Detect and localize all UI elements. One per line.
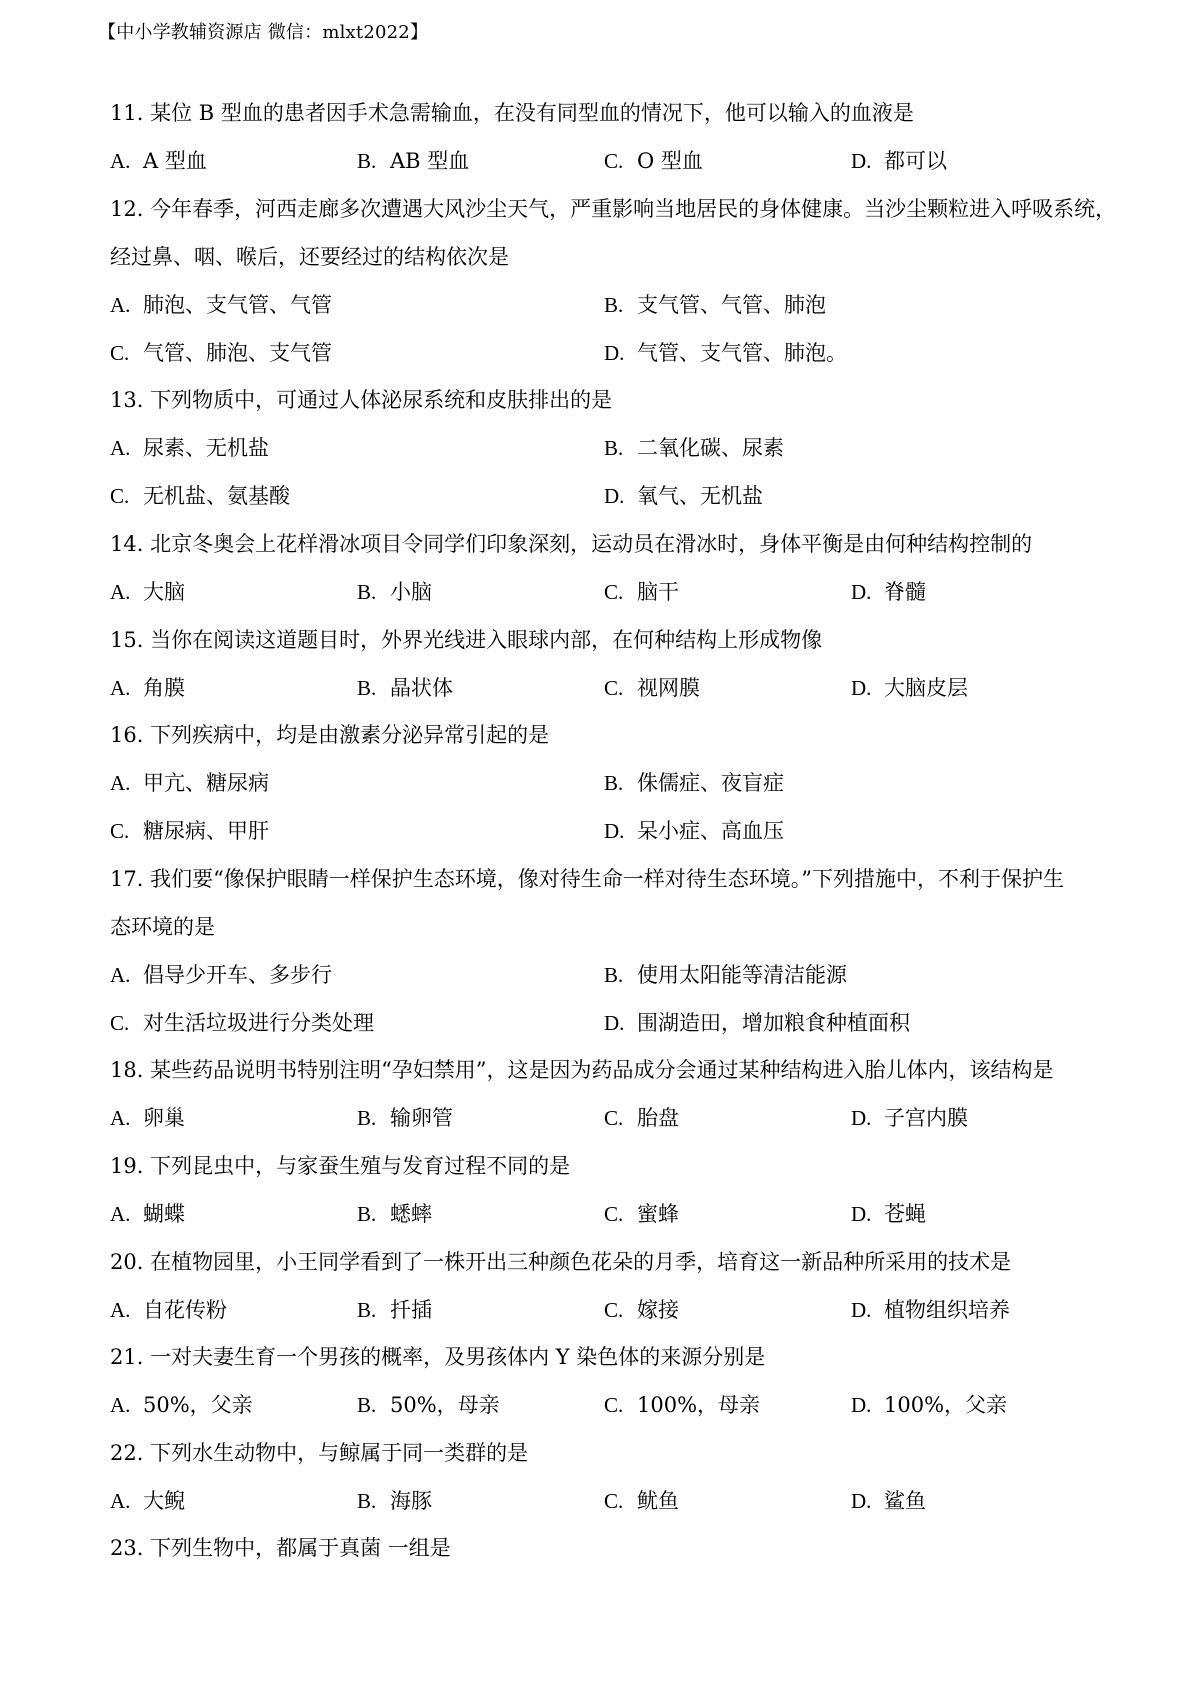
question-20-option-c — [604, 1295, 679, 1325]
option-label: B. — [357, 580, 377, 604]
question-14-option-d — [851, 577, 926, 607]
question-14-option-b — [357, 577, 432, 607]
option-label: B. — [357, 1393, 377, 1417]
question-23-stem: 23. 下列生物中，都属于真菌 一组是 — [110, 1536, 451, 1560]
question-13-option-a — [110, 433, 269, 463]
question-18-option-c — [604, 1103, 679, 1133]
option-label: A. — [110, 676, 131, 700]
option-label: B. — [357, 1202, 377, 1226]
question-21-option-b — [357, 1390, 500, 1420]
option-label: C. — [604, 149, 624, 173]
question-15-option-c — [604, 673, 700, 703]
option-text: 气管、支气管、肺泡。 — [637, 341, 847, 365]
option-text: 50%，母亲 — [390, 1393, 500, 1417]
question-11-option-d — [851, 146, 947, 176]
question-22-option-d — [851, 1486, 926, 1516]
option-text: 小脑 — [390, 580, 432, 604]
option-text: 蜜蜂 — [637, 1202, 679, 1226]
question-20-stem: 20. 在植物园里，小王同学看到了一株开出三种颜色花朵的月季，培育这一新品种所采用的技术是 — [110, 1250, 1012, 1274]
question-19-option-d — [851, 1199, 926, 1229]
question-19-option-a — [110, 1199, 185, 1229]
option-text: 倡导少开车、多步行 — [143, 963, 332, 987]
question-18-option-a — [110, 1103, 185, 1133]
option-label: D. — [851, 580, 872, 604]
question-17-option-a — [110, 960, 332, 990]
option-text: 扦插 — [390, 1298, 432, 1322]
option-text: 大脑 — [143, 580, 185, 604]
option-label: A. — [110, 149, 131, 173]
question-12-option-b — [604, 290, 826, 320]
option-label: C. — [604, 1106, 624, 1130]
option-label: C. — [110, 1011, 130, 1035]
option-text: 鲨鱼 — [884, 1489, 926, 1513]
option-text: 海豚 — [390, 1489, 432, 1513]
option-text: 大鲵 — [143, 1489, 185, 1513]
option-label: C. — [604, 580, 624, 604]
question-22-option-c — [604, 1486, 679, 1516]
question-16-option-b — [604, 768, 784, 798]
option-label: C. — [110, 819, 130, 843]
option-text: 蝴蝶 — [143, 1202, 185, 1226]
question-14-option-c — [604, 577, 679, 607]
option-text: 100%，父亲 — [884, 1393, 1008, 1417]
source-header: 【中小学教辅资源店 微信：mlxt2022】 — [98, 22, 429, 43]
question-21-option-d — [851, 1390, 1007, 1420]
option-label: B. — [604, 963, 624, 987]
option-label: C. — [110, 341, 130, 365]
option-text: 无机盐、氨基酸 — [143, 484, 290, 508]
question-15-stem: 15. 当你在阅读这道题目时，外界光线进入眼球内部，在何种结构上形成物像 — [110, 628, 823, 652]
option-text: 胎盘 — [637, 1106, 679, 1130]
question-19-option-b — [357, 1199, 432, 1229]
option-label: B. — [357, 1298, 377, 1322]
question-12-stem-line-1: 12. 今年春季，河西走廊多次遭遇大风沙尘天气，严重影响当地居民的身体健康。当沙尘颗粒进入呼吸系统， — [110, 197, 1117, 221]
option-text: A 型血 — [143, 149, 207, 173]
option-text: 都可以 — [884, 149, 947, 173]
question-14-option-a — [110, 577, 185, 607]
option-label: A. — [110, 293, 131, 317]
option-label: D. — [604, 341, 625, 365]
question-22-option-b — [357, 1486, 432, 1516]
question-11-option-b — [357, 146, 469, 176]
question-15-option-a — [110, 673, 185, 703]
option-text: 对生活垃圾进行分类处理 — [143, 1011, 374, 1035]
question-20-option-d — [851, 1295, 1010, 1325]
option-text: 糖尿病、甲肝 — [143, 819, 269, 843]
option-text: 输卵管 — [390, 1106, 453, 1130]
option-text: 使用太阳能等清洁能源 — [637, 963, 847, 987]
question-22-option-a — [110, 1486, 185, 1516]
option-label: D. — [851, 676, 872, 700]
option-label: C. — [604, 1202, 624, 1226]
option-text: 自花传粉 — [143, 1298, 227, 1322]
option-label: B. — [604, 293, 624, 317]
question-21-stem: 21. 一对夫妻生育一个男孩的概率，及男孩体内 Y 染色体的来源分别是 — [110, 1345, 766, 1369]
option-label: A. — [110, 436, 131, 460]
option-text: 角膜 — [143, 676, 185, 700]
option-text: AB 型血 — [390, 149, 470, 173]
option-label: A. — [110, 771, 131, 795]
option-text: 脑干 — [637, 580, 679, 604]
option-text: 围湖造田，增加粮食种植面积 — [637, 1011, 910, 1035]
question-11-option-a — [110, 146, 207, 176]
option-text: 鱿鱼 — [637, 1489, 679, 1513]
question-13-option-b — [604, 433, 784, 463]
option-text: 呆小症、高血压 — [637, 819, 784, 843]
option-label: B. — [357, 149, 377, 173]
question-16-option-a — [110, 768, 269, 798]
question-13-stem: 13. 下列物质中，可通过人体泌尿系统和皮肤排出的是 — [110, 388, 613, 412]
question-22-stem: 22. 下列水生动物中，与鲸属于同一类群的是 — [110, 1441, 529, 1465]
option-label: C. — [604, 1393, 624, 1417]
question-11-stem: 11. 某位 B 型血的患者因手术急需输血，在没有同型血的情况下，他可以输入的血液是 — [110, 101, 914, 125]
question-17-stem-line-1: 17. 我们要“像保护眼睛一样保护生态环境，像对待生命一样对待生态环境。”下列措施中，不利于保护生 — [110, 867, 1065, 891]
option-label: D. — [851, 1106, 872, 1130]
option-label: D. — [851, 1298, 872, 1322]
option-label: B. — [357, 1106, 377, 1130]
question-20-option-b — [357, 1295, 432, 1325]
option-text: O 型血 — [637, 149, 703, 173]
option-label: B. — [357, 1489, 377, 1513]
question-19-stem: 19. 下列昆虫中，与家蚕生殖与发育过程不同的是 — [110, 1154, 571, 1178]
option-text: 大脑皮层 — [884, 676, 968, 700]
option-label: D. — [851, 1202, 872, 1226]
question-18-option-b — [357, 1103, 453, 1133]
option-label: D. — [851, 1393, 872, 1417]
question-21-option-c — [604, 1390, 760, 1420]
question-16-option-d — [604, 816, 784, 846]
option-label: C. — [110, 484, 130, 508]
option-label: A. — [110, 1489, 131, 1513]
option-text: 尿素、无机盐 — [143, 436, 269, 460]
option-label: D. — [604, 1011, 625, 1035]
question-21-option-a — [110, 1390, 253, 1420]
option-text: 脊髓 — [884, 580, 926, 604]
option-label: C. — [604, 1489, 624, 1513]
question-17-stem-line-2: 态环境的是 — [110, 915, 215, 939]
question-16-stem: 16. 下列疾病中，均是由激素分泌异常引起的是 — [110, 723, 550, 747]
option-label: A. — [110, 580, 131, 604]
question-15-option-b — [357, 673, 453, 703]
option-text: 二氧化碳、尿素 — [637, 436, 784, 460]
option-text: 支气管、气管、肺泡 — [637, 293, 826, 317]
option-text: 视网膜 — [637, 676, 700, 700]
option-label: A. — [110, 963, 131, 987]
question-14-stem: 14. 北京冬奥会上花样滑冰项目令同学们印象深刻，运动员在滑冰时，身体平衡是由何种结构控制的 — [110, 532, 1033, 556]
question-17-option-d — [604, 1008, 910, 1038]
question-12-stem-line-2: 经过鼻、咽、喉后，还要经过的结构依次是 — [110, 245, 509, 269]
option-label: A. — [110, 1393, 131, 1417]
question-17-option-c — [110, 1008, 374, 1038]
option-text: 卵巢 — [143, 1106, 185, 1130]
option-label: D. — [851, 149, 872, 173]
question-18-option-d — [851, 1103, 968, 1133]
option-label: B. — [604, 436, 624, 460]
question-12-option-a — [110, 290, 332, 320]
option-text: 子宫内膜 — [884, 1106, 968, 1130]
option-label: A. — [110, 1202, 131, 1226]
option-text: 嫁接 — [637, 1298, 679, 1322]
option-text: 植物组织培养 — [884, 1298, 1010, 1322]
option-label: D. — [851, 1489, 872, 1513]
question-13-option-d — [604, 481, 763, 511]
option-text: 100%，母亲 — [637, 1393, 761, 1417]
question-15-option-d — [851, 673, 968, 703]
question-17-option-b — [604, 960, 847, 990]
option-text: 氧气、无机盐 — [637, 484, 763, 508]
option-label: A. — [110, 1106, 131, 1130]
question-16-option-c — [110, 816, 269, 846]
option-label: A. — [110, 1298, 131, 1322]
option-text: 气管、肺泡、支气管 — [143, 341, 332, 365]
option-text: 蟋蟀 — [390, 1202, 432, 1226]
option-text: 晶状体 — [390, 676, 453, 700]
question-12-option-d — [604, 338, 847, 368]
option-text: 肺泡、支气管、气管 — [143, 293, 332, 317]
option-label: B. — [357, 676, 377, 700]
question-13-option-c — [110, 481, 290, 511]
option-label: D. — [604, 819, 625, 843]
question-19-option-c — [604, 1199, 679, 1229]
option-label: C. — [604, 1298, 624, 1322]
option-label: B. — [604, 771, 624, 795]
option-text: 甲亢、糖尿病 — [143, 771, 269, 795]
option-label: C. — [604, 676, 624, 700]
option-text: 50%，父亲 — [143, 1393, 253, 1417]
question-12-option-c — [110, 338, 332, 368]
option-text: 侏儒症、夜盲症 — [637, 771, 784, 795]
question-18-stem: 18. 某些药品说明书特别注明“孕妇禁用”，这是因为药品成分会通过某种结构进入胎儿体内，该结构是 — [110, 1058, 1054, 1082]
option-text: 苍蝇 — [884, 1202, 926, 1226]
option-label: D. — [604, 484, 625, 508]
question-11-option-c — [604, 146, 703, 176]
question-20-option-a — [110, 1295, 227, 1325]
